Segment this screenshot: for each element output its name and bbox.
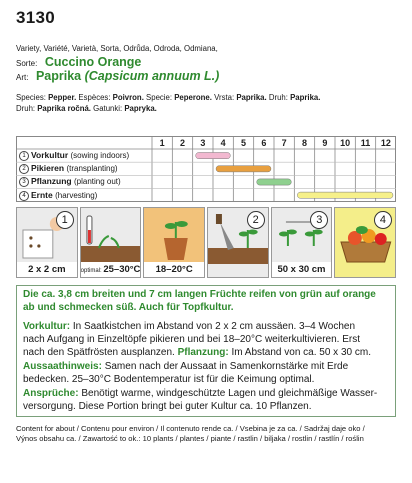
species-label-4: Druh:	[268, 93, 291, 102]
month-label: 1	[159, 138, 165, 148]
vorkultur-line-3	[23, 347, 371, 360]
sorte-label: Sorte:	[16, 59, 38, 68]
species-value-0: Pepper.	[48, 93, 79, 102]
vorkultur-text-3a: nach den Spätfrösten ausplanzen.	[23, 347, 178, 358]
month-label: 9	[322, 138, 328, 148]
month-label: 2	[179, 138, 186, 148]
step-number-badge: 3	[310, 211, 328, 229]
month-label: 11	[360, 138, 371, 148]
row-number-badge: 3	[19, 177, 29, 187]
variety-label-multilang: Variety, Variété, Varietà, Sorta, Odrůda, Odroda, Odmiana,	[16, 44, 218, 53]
ansprueche-label: Ansprüche:	[23, 388, 79, 399]
latin-name: (Capsicum annuum L.)	[84, 69, 220, 83]
vorkultur-text-1: In Saatkistchen im Abstand von 2 x 2 cm aussäen. 3–4 Wochen	[70, 321, 356, 332]
panel-caption	[272, 262, 332, 277]
panel-caption	[81, 262, 141, 277]
vorkultur-text-3b: Im Abstand von ca. 50 x 30 cm.	[228, 347, 371, 358]
month-label: 10	[340, 138, 351, 148]
calendar-row-label	[19, 191, 97, 201]
species-label-1: Espèces:	[78, 93, 113, 102]
aussaat-line-1	[23, 361, 348, 374]
row-name: Pikieren	[31, 163, 67, 174]
footer-content-line-2: Výnos obsahu ca. / Zawartość to ok.: 10 plants / plantes / piante / rastlin / biljaka / rostlin / rastlín / roślin	[16, 434, 364, 443]
vorkultur-label: Vorkultur:	[23, 321, 71, 332]
month-label: 4	[220, 138, 226, 148]
species-label-0: Species:	[16, 93, 49, 102]
instruction-panel	[143, 207, 205, 278]
aussaat-label: Aussaathinweis:	[23, 361, 102, 372]
aussaat-text-1: Samen nach der Aussaat in Samenkornstärke mit Erde	[101, 361, 349, 372]
variety-name: Cuccino Orange	[44, 55, 142, 69]
pflanzung-label: Pflanzung:	[177, 347, 229, 358]
druh-translations	[16, 104, 157, 114]
month-label: 8	[301, 138, 308, 148]
instruction-panel	[207, 207, 269, 278]
row-name: Ernte	[31, 189, 56, 200]
ansprueche-line-2: versorgung. Diese Portion bringt bei guter Kultur ca. 10 Pflanzen.	[23, 401, 312, 412]
species-name: Paprika	[35, 69, 82, 83]
optimal-label: optimal:	[80, 268, 104, 274]
intro-line-1: Die ca. 3,8 cm breiten und 7 cm langen Früchte reifen von grün auf orange	[23, 289, 376, 300]
instruction-panel	[334, 207, 396, 278]
ansprueche-text-1: Benötigt warme, windgeschützte Lagen und gleichmäßige Wasser-	[78, 388, 378, 399]
species-value-2: Peperone.	[174, 93, 215, 102]
description-box	[16, 285, 396, 417]
caption-value: 18–20°C	[155, 264, 193, 275]
intro-line-2: ab und schmecken süß. Auch für Topfkultur.	[23, 302, 234, 313]
panel-caption	[17, 262, 77, 277]
period-bar-pflanzung	[257, 179, 292, 185]
step-number-badge: 1	[56, 211, 74, 229]
month-label: 3	[200, 138, 206, 148]
panel-illustration	[81, 208, 142, 264]
step-number-badge: 2	[247, 211, 265, 229]
row-english: (planting out)	[73, 177, 121, 187]
month-label: 6	[261, 138, 267, 148]
aussaat-line-2: bedecken. 25–30°C Bodentemperatur ist für die Keimung optimal.	[23, 374, 315, 385]
period-bar-ernte	[297, 192, 393, 198]
row-number-badge: 4	[19, 191, 29, 201]
instruction-panel	[80, 207, 142, 278]
ansprueche-line-1	[23, 388, 377, 401]
druh-value-1: Papryka.	[124, 104, 157, 113]
caption-value: 2 x 2 cm	[28, 264, 66, 275]
row-number-badge: 1	[19, 151, 29, 161]
druh-value-0: Paprika ročná.	[37, 104, 94, 113]
caption-value: 50 x 30 cm	[277, 264, 326, 275]
row-name: Vorkultur	[31, 150, 71, 161]
art-label: Art:	[16, 73, 29, 82]
vorkultur-line-1	[23, 321, 355, 334]
month-label: 5	[240, 138, 247, 148]
panel-illustration	[144, 208, 205, 264]
species-line	[16, 69, 219, 85]
druh-label-0: Druh:	[16, 104, 38, 113]
panel-caption	[144, 262, 204, 277]
row-english: (sowing indoors)	[70, 151, 130, 161]
row-name: Pflanzung	[31, 176, 74, 187]
species-value-1: Poivron.	[112, 93, 147, 102]
species-label-3: Vrsta:	[214, 93, 237, 102]
row-english: (transplanting)	[66, 164, 118, 174]
period-bar-vorkultur	[196, 153, 231, 159]
calendar-row-label	[19, 151, 129, 161]
druh-label-1: Gatunki:	[93, 104, 125, 113]
row-number-badge: 2	[19, 164, 29, 174]
month-label: 7	[281, 138, 287, 148]
species-translations	[16, 93, 320, 103]
vorkultur-line-2: nach Aufgang in Einzeltöpfe pikieren und bei 18–20°C weiterkultivieren. Erst	[23, 334, 360, 345]
product-code: 3130	[16, 8, 56, 27]
month-label: 12	[380, 138, 391, 148]
row-english: (harvesting)	[55, 190, 98, 200]
sowing-calendar	[16, 136, 396, 202]
instruction-panel	[16, 207, 78, 278]
caption-value: 25–30°C	[103, 264, 141, 275]
calendar-row-label	[19, 164, 118, 174]
species-label-2: Specie:	[146, 93, 175, 102]
period-bar-pikieren	[216, 166, 271, 172]
step-number-badge: 4	[374, 211, 392, 229]
species-value-4: Paprika.	[290, 93, 321, 102]
species-value-3: Paprika.	[236, 93, 269, 102]
footer-content-line-1: Content for about / Contenu pour environ / Il contenuto rende ca. / Vsebina je za ca. / Sadržaj daje oko /	[16, 424, 365, 433]
instruction-panel	[271, 207, 333, 278]
calendar-row-label	[19, 177, 121, 187]
